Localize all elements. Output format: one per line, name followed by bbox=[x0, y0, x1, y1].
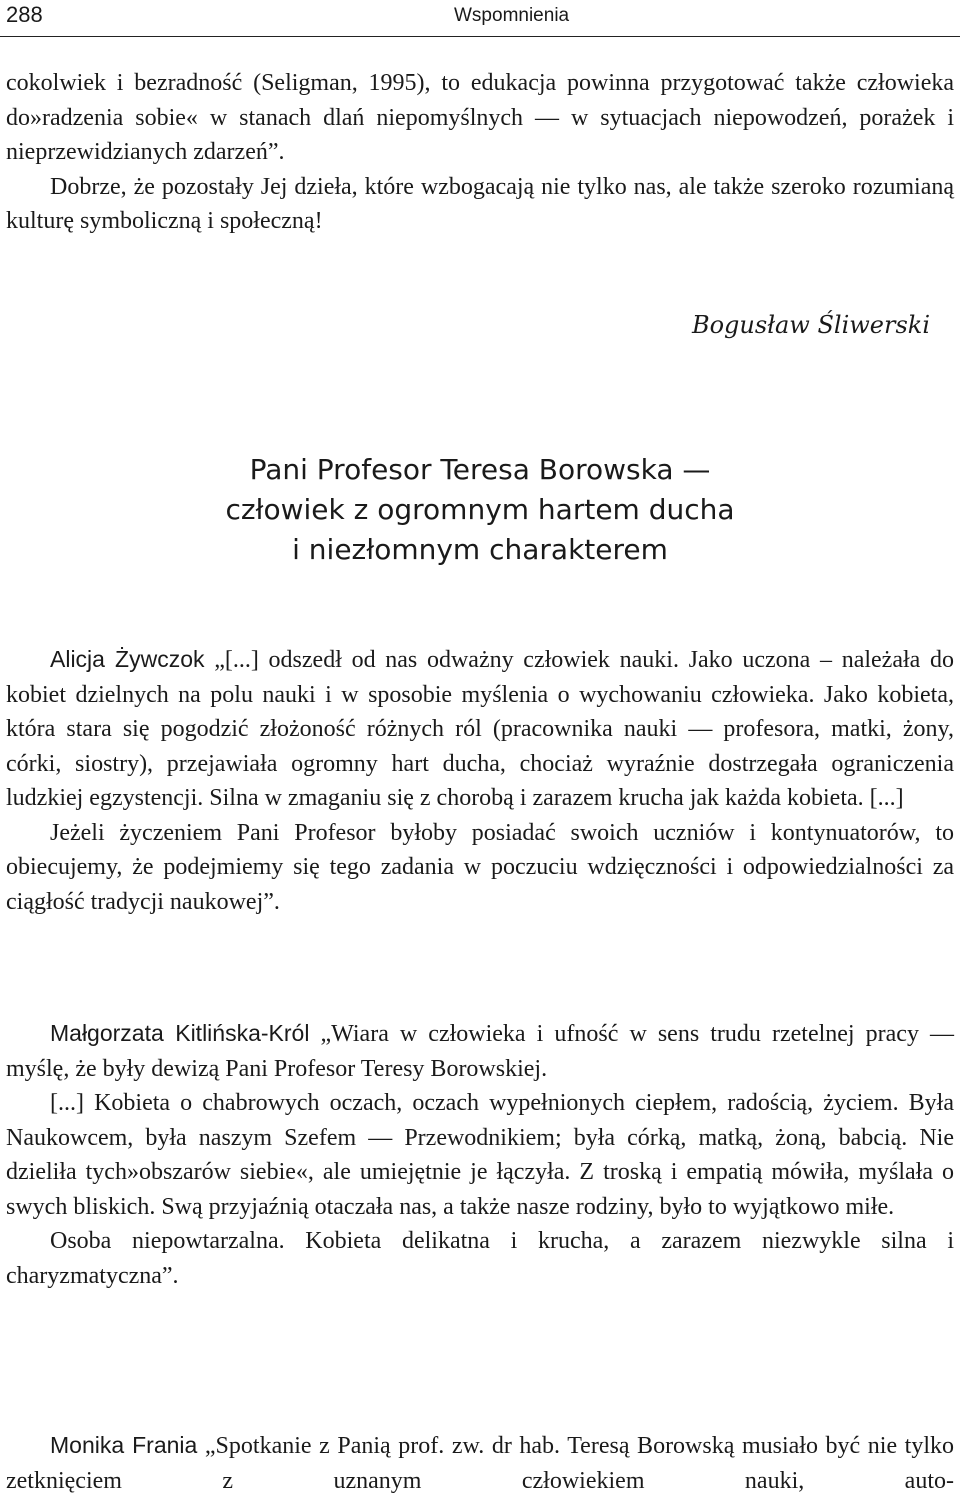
signature: Bogusław Śliwerski bbox=[691, 311, 930, 339]
entry-author: Alicja Żywczok bbox=[50, 646, 205, 672]
entry-paragraph: [...] Kobieta o chabrowych oczach, oczach wypełnionych ciepłem, radością, życiem. Była Naukowcem, była naszym Szefem — Przewodnikiem; była córką, matką, żoną, babcią. Nie dzieliła tych»obszarów siebie«, ale umiejętnie je łączyła. Z troską i empatią mówiła, myślała o swych bliskich. Swą przyjaźnią otaczała nas, a także nasze rodziny, było to wyjątkowo miłe. bbox=[6, 1090, 954, 1220]
section-title: Wspomnienia bbox=[454, 5, 570, 26]
intro-text bbox=[6, 66, 954, 239]
article-title-line: Pani Profesor Teresa Borowska — bbox=[249, 453, 711, 486]
intro-paragraph: cokolwiek i bezradność (Seligman, 1995), to edukacja powinna przygotować także człowieka do»radzenia sobie« w stanach dlań niepomyślnych — w sytuacjach niepowodzeń, porażek i nieprzewidzianych zdarzeń”. bbox=[6, 70, 954, 165]
article-title-line: i niezłomnym charakterem bbox=[292, 533, 668, 566]
entry-paragraph: Jeżeli życzeniem Pani Profesor byłoby posiadać swoich uczniów i kontynuatorów, to obiecujemy, że podejmiemy się tego zadania w poczuciu wdzięczności i odpowiedzialności za ciągłość tradycji naukowej”. bbox=[6, 819, 954, 915]
entry-frania bbox=[6, 1428, 954, 1498]
entry-kitlinska-krol bbox=[6, 1016, 954, 1293]
running-header bbox=[0, 0, 960, 37]
entry-author: Monika Frania bbox=[50, 1432, 198, 1458]
article-title bbox=[0, 450, 960, 570]
intro-paragraph: Dobrze, że pozostały Jej dzieła, które wzbogacają nie tylko nas, ale także szeroko rozumianą kulturę symboliczną i społeczną! bbox=[6, 173, 954, 234]
entry-paragraph: „Spotkanie z Panią prof. zw. dr hab. Teresą Borowską musiało być nie tylko zetknięciem z uznanym człowiekiem nauki, auto- bbox=[6, 1433, 955, 1494]
entry-author: Małgorzata Kitlińska-Król bbox=[50, 1020, 310, 1046]
page-number: 288 bbox=[6, 2, 43, 27]
article-title-line: człowiek z ogromnym hartem ducha bbox=[225, 493, 735, 526]
entry-zywczok bbox=[6, 642, 954, 919]
entry-paragraph: „Wiara w człowieka i ufność w sens trudu rzetelnej pracy — myślę, że były dewizą Pani Profesor Teresy Borowskiej. bbox=[6, 1021, 955, 1082]
entry-paragraph: „[...] odszedł od nas odważny człowiek nauki. Jako uczona – należała do kobiet dzielnych na polu nauki i w sposobie myślenia o wychowaniu człowieka. Jako kobieta, która stara się pogodzić złożoność różnych ról (pracownika nauki — profesora, matki, żony, córki, siostry), przejawiała ogromny hart ducha, chociaż wyraźnie dostrzegała ograniczenia ludzkiej egzystencji. Silna w zmaganiu się z chorobą i zarazem krucha jak każda kobieta. [...] bbox=[6, 647, 954, 811]
entry-paragraph: Osoba niepowtarzalna. Kobieta delikatna i krucha, a zarazem niezwykle silna i charyzmatyczna”. bbox=[6, 1228, 954, 1289]
